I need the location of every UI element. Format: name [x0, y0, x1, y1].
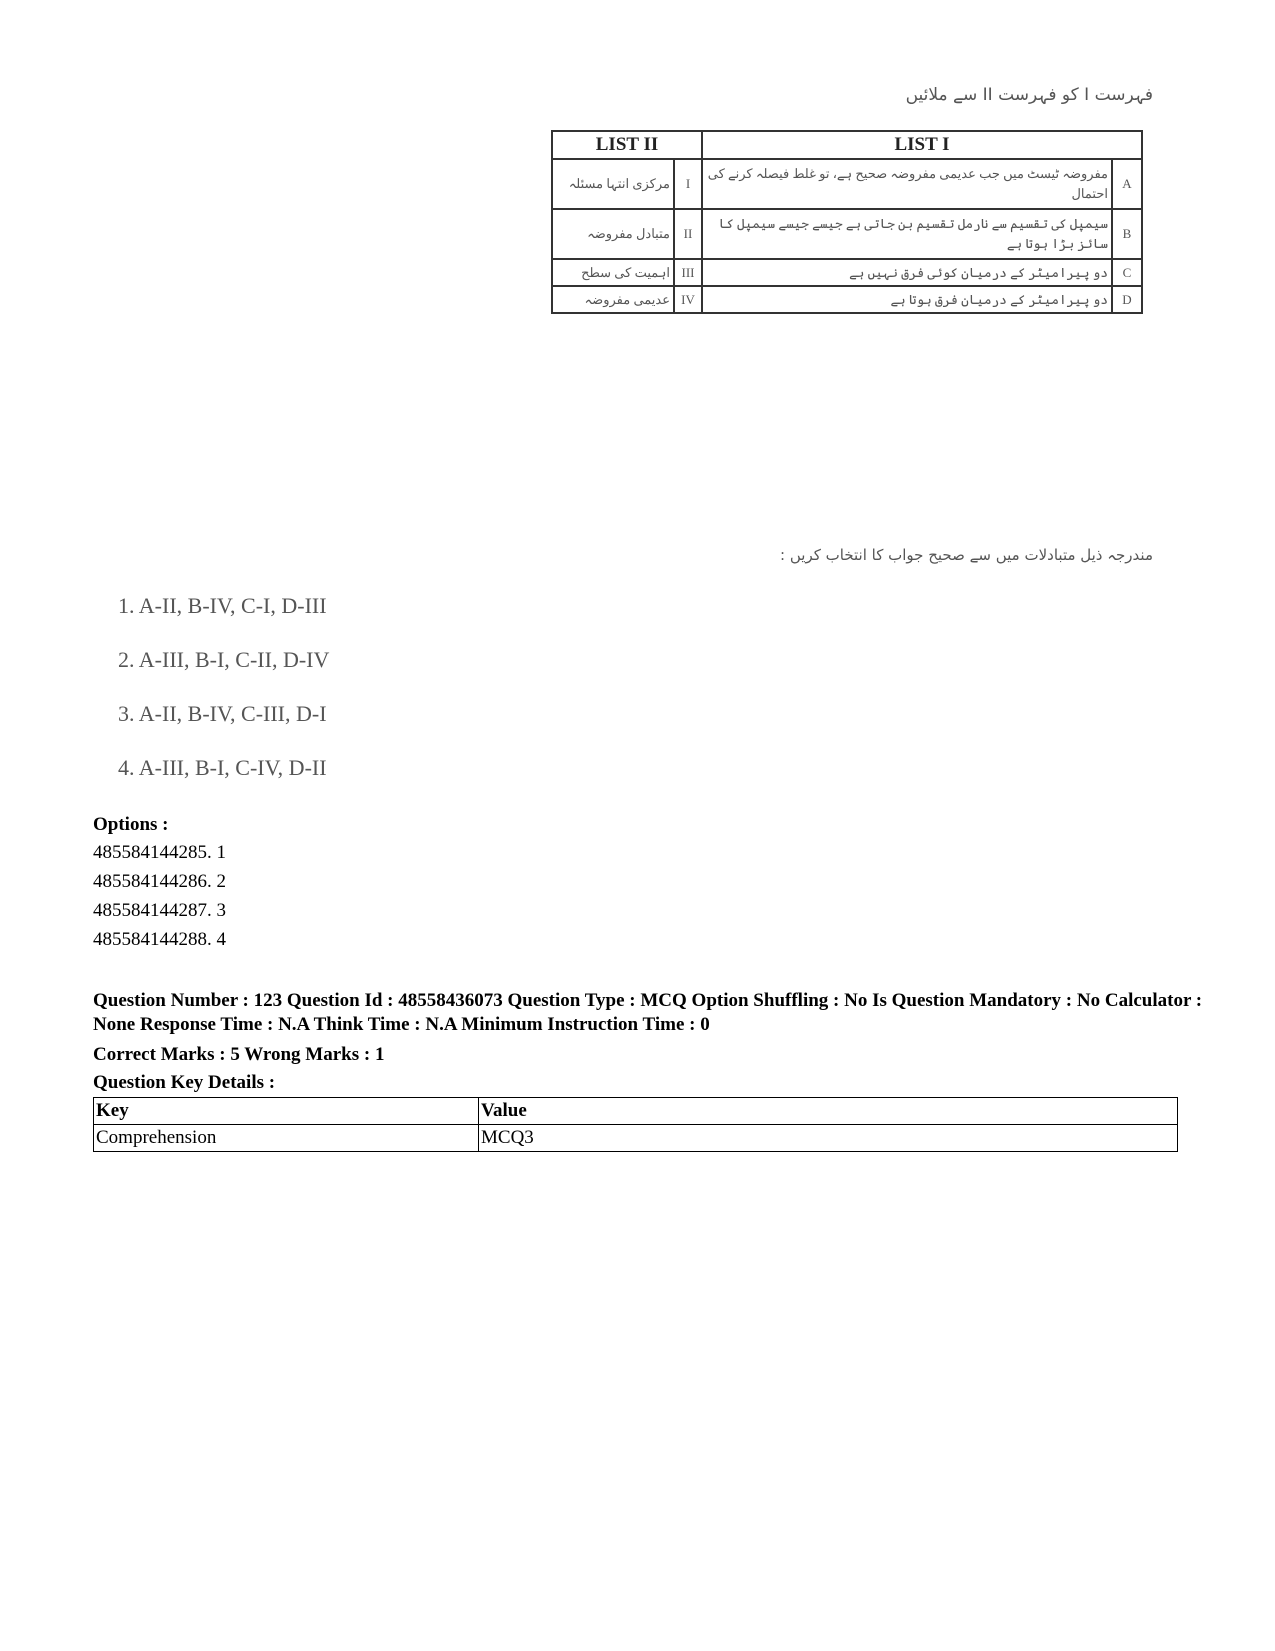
match-table: [551, 130, 1143, 314]
choose-instruction: مندرجہ ذیل متبادلات میں سے صحیح جواب کا انتخاب کریں :: [780, 546, 1153, 564]
roman-cell: I: [674, 159, 702, 209]
list2-header: LIST II: [552, 131, 702, 159]
list2-cell: اہمیت کی سطح: [552, 259, 674, 286]
marks-line: Correct Marks : 5 Wrong Marks : 1: [93, 1044, 385, 1065]
match-row: [552, 159, 1142, 209]
roman-cell: II: [674, 209, 702, 259]
option-item: 485584144286. 2: [93, 871, 226, 892]
list1-cell: مفروضہ ٹیسٹ میں جب عدیمی مفروضہ صحیح ہے، تو غلط فیصلہ کرنے کی احتمال: [702, 159, 1112, 209]
key-cell: Comprehension: [94, 1125, 479, 1152]
match-instruction: فہرست I کو فہرست II سے ملائیں: [905, 85, 1153, 105]
answer-choice: 2. A-III, B-I, C-II, D-IV: [118, 647, 330, 672]
list2-cell: مرکزی انتہا مسئلہ: [552, 159, 674, 209]
key-table-header: [94, 1098, 1178, 1125]
options-list: [93, 838, 226, 954]
list1-cell: سیمپل کی تقسیم سے نارمل تقسیم بن جاتی ہے جیسے جیسے سیمپل کا سائز بڑا ہوتا ہے: [702, 209, 1112, 259]
roman-cell: III: [674, 259, 702, 286]
value-cell: MCQ3: [479, 1125, 1178, 1152]
value-header-cell: Value: [479, 1098, 1178, 1125]
match-table-header: [552, 131, 1142, 159]
question-meta-line: Question Number : 123 Question Id : 48558436073 Question Type : MCQ Option Shuffling : No Is Question Mandatory : No Calculator : None Response Time : N.A Think Time : N.A Minimum Instruction Time : 0: [93, 990, 1203, 1035]
key-header-cell: Key: [94, 1098, 479, 1125]
option-item: 485584144285. 1: [93, 842, 226, 863]
option-item: 485584144287. 3: [93, 900, 226, 921]
letter-cell: B: [1112, 209, 1142, 259]
list1-header: LIST I: [702, 131, 1142, 159]
list2-cell: عدیمی مفروضہ: [552, 286, 674, 313]
letter-cell: A: [1112, 159, 1142, 209]
answer-choices: [118, 593, 329, 809]
match-row: [552, 286, 1142, 313]
options-heading: Options :: [93, 814, 169, 835]
match-row: [552, 259, 1142, 286]
answer-choice: 1. A-II, B-IV, C-I, D-III: [118, 593, 327, 618]
option-item: 485584144288. 4: [93, 929, 226, 950]
letter-cell: C: [1112, 259, 1142, 286]
list1-cell: دو پیرامیٹر کے درمیان فرق ہوتا ہے: [702, 286, 1112, 313]
key-details-table: [93, 1097, 1178, 1152]
key-details-heading: Question Key Details :: [93, 1072, 276, 1093]
answer-choice: 3. A-II, B-IV, C-III, D-I: [118, 701, 327, 726]
question-meta: [93, 989, 1203, 1037]
letter-cell: D: [1112, 286, 1142, 313]
roman-cell: IV: [674, 286, 702, 313]
key-table-row: [94, 1125, 1178, 1152]
answer-choice: 4. A-III, B-I, C-IV, D-II: [118, 755, 327, 780]
list1-cell: دو پیرامیٹر کے درمیان کوئی فرق نہیں ہے: [702, 259, 1112, 286]
match-row: [552, 209, 1142, 259]
list2-cell: متبادل مفروضہ: [552, 209, 674, 259]
